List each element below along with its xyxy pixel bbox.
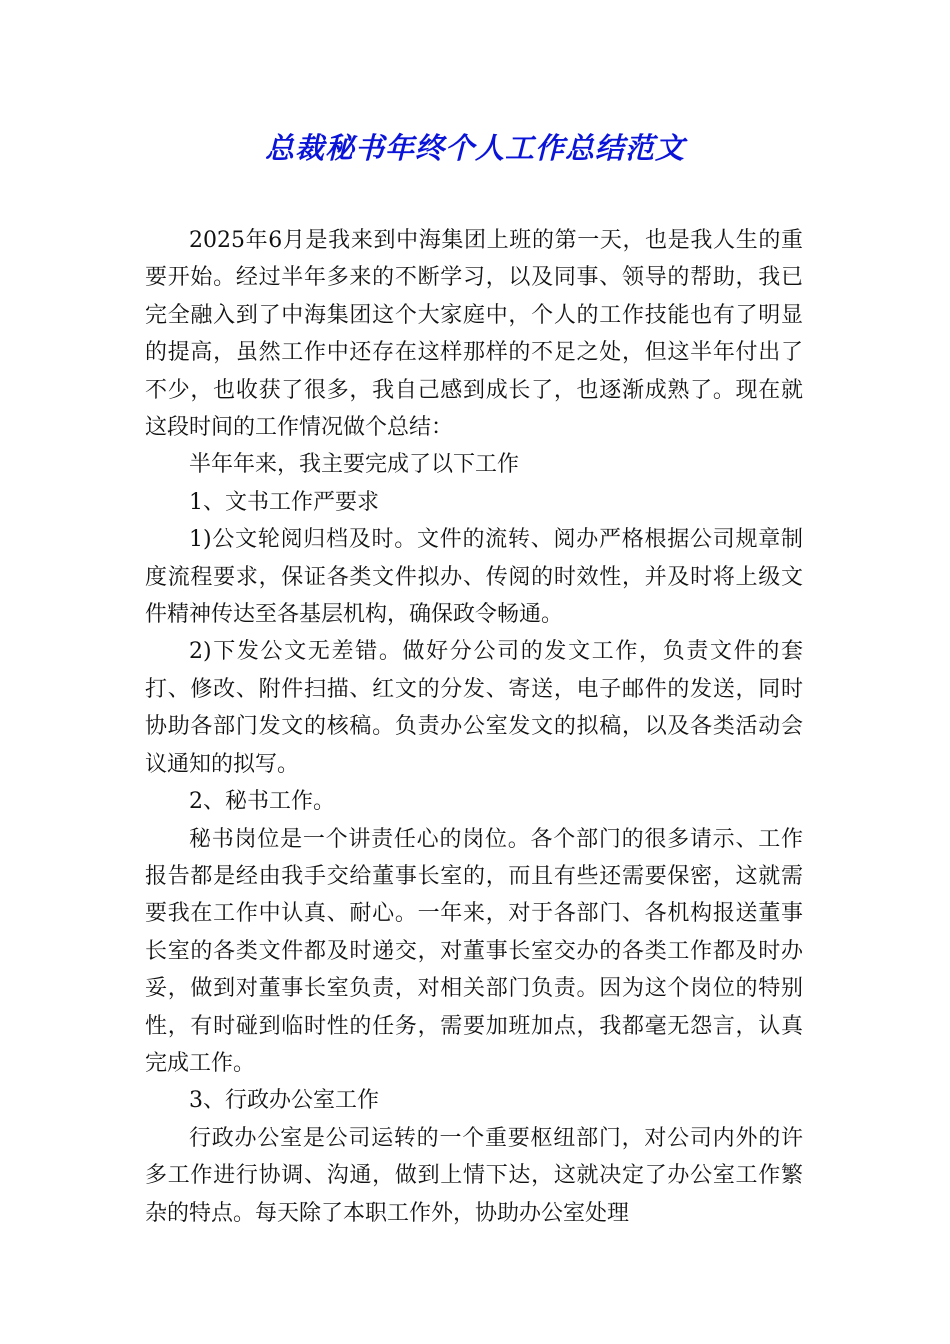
- document-body: [145, 222, 803, 1232]
- paragraph-secretary-work: 秘书岗位是一个讲责任心的岗位。各个部门的很多请示、工作报告都是经由我手交给董事长室的，而且有些还需要保密，这就需要我在工作中认真、耐心。一年来，对于各部门、各机构报送董事长室的各类文件都及时递交，对董事长室交办的各类工作都及时办妥，做到对董事长室负责，对相关部门负责。因为这个岗位的特别性，有时碰到临时性的任务，需要加班加点，我都毫无怨言，认真完成工作。: [145, 826, 803, 1076]
- paragraph-intro: 2025年6月是我来到中海集团上班的第一天，也是我人生的重要开始。经过半年多来的不断学习，以及同事、领导的帮助，我已完全融入到了中海集团这个大家庭中，个人的工作技能也有了明显的提高，虽然工作中还存在这样那样的不足之处，但这半年付出了不少，也收获了很多，我自己感到成长了，也逐渐成熟了。现在就这段时间的工作情况做个总结：: [145, 228, 803, 441]
- paragraph-item-2: 2)下发公文无差错。做好分公司的发文工作，负责文件的套打、修改、附件扫描、红文的分发、寄送，电子邮件的发送，同时协助各部门发文的核稿。负责办公室发文的拟稿，以及各类活动会议通知的拟写。: [145, 639, 803, 777]
- section-heading-3: 3、行政办公室工作: [189, 1088, 379, 1114]
- paragraph-admin-office: 行政办公室是公司运转的一个重要枢纽部门，对公司内外的许多工作进行协调、沟通，做到上情下达，这就决定了办公室工作繁杂的特点。每天除了本职工作外，协助办公室处理: [145, 1125, 803, 1226]
- section-heading-2: 2、秘书工作。: [189, 789, 335, 815]
- paragraph-item-1: 1)公文轮阅归档及时。文件的流转、阅办严格根据公司规章制度流程要求，保证各类文件拟办、传阅的时效性，并及时将上级文件精神传达至各基层机构，确保政令畅通。: [145, 527, 803, 628]
- paragraph-summary-lead: 半年年来，我主要完成了以下工作: [189, 452, 520, 478]
- section-heading-1: 1、文书工作严要求: [189, 489, 379, 515]
- document-title: 总裁秘书年终个人工作总结范文: [264, 131, 685, 165]
